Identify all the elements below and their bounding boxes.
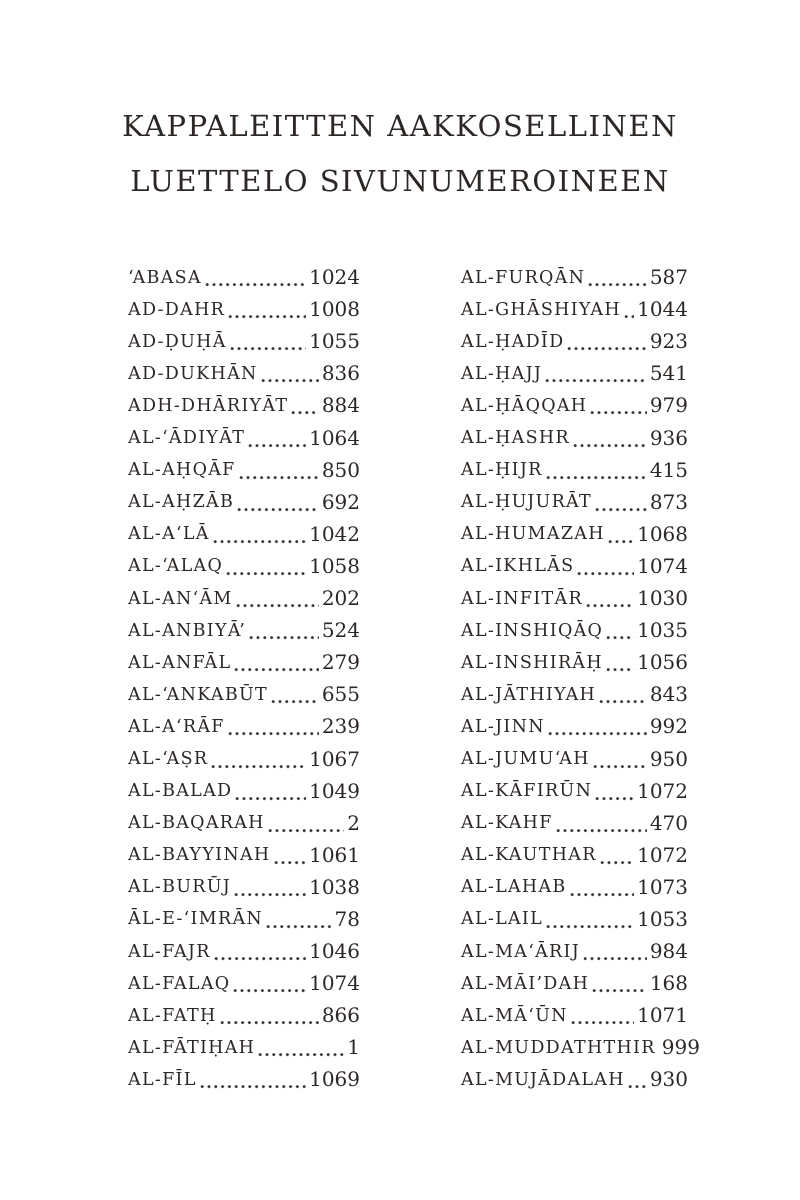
dot-leader bbox=[548, 732, 647, 736]
index-entry-row bbox=[128, 448, 360, 480]
dot-leader bbox=[592, 989, 647, 993]
index-entry-row bbox=[461, 351, 688, 386]
surah-name: AL-ANBIYĀ’ bbox=[128, 620, 247, 641]
dot-leader bbox=[600, 861, 634, 865]
surah-name: AL-INSHIRĀḤ bbox=[461, 652, 603, 673]
page-number: 866 bbox=[321, 1003, 360, 1028]
surah-name: AL-INSHIQĀQ bbox=[461, 620, 604, 641]
dot-leader bbox=[220, 1021, 319, 1025]
index-entry-row bbox=[461, 287, 688, 322]
surah-name: AL-FAJR bbox=[128, 941, 211, 962]
surah-name: AL-MĀ‘ŪN bbox=[461, 1005, 568, 1026]
index-entry-row bbox=[128, 961, 360, 996]
surah-name: AD-DAHR bbox=[128, 299, 226, 320]
dot-leader bbox=[248, 444, 306, 448]
dot-leader bbox=[573, 444, 647, 448]
surah-name: AL-ḤIJR bbox=[461, 460, 543, 481]
dot-leader bbox=[556, 829, 647, 833]
index-entry-row bbox=[128, 993, 360, 1028]
surah-name: ‘ABASA bbox=[128, 267, 202, 288]
page-number: 873 bbox=[649, 489, 688, 514]
index-entry-row bbox=[128, 255, 360, 290]
dot-leader bbox=[213, 540, 306, 544]
dot-leader bbox=[595, 797, 634, 801]
index-entry-row bbox=[128, 833, 360, 865]
page-number: 1067 bbox=[309, 746, 360, 771]
page-number: 1069 bbox=[309, 1067, 360, 1092]
surah-name: AL-ANFĀL bbox=[128, 652, 232, 673]
page-number: 1072 bbox=[637, 842, 688, 867]
dot-leader bbox=[586, 604, 634, 608]
index-entry-row bbox=[461, 383, 688, 418]
dot-leader bbox=[274, 861, 307, 865]
page-number: 78 bbox=[334, 906, 360, 931]
dot-leader bbox=[266, 925, 332, 929]
dot-leader bbox=[249, 636, 319, 640]
index-entry-row bbox=[461, 1057, 688, 1092]
title-line-2: LUETTELO SIVUNUMEROINEEN bbox=[130, 164, 670, 198]
page-number: 1049 bbox=[309, 778, 360, 803]
index-entry-row bbox=[128, 480, 360, 512]
surah-name: AL-GHĀSHIYAH bbox=[461, 299, 621, 320]
dot-leader bbox=[570, 893, 635, 897]
page-number: 843 bbox=[649, 682, 688, 707]
surah-name: AL-MUJĀDALAH bbox=[461, 1069, 625, 1090]
page-number: 1 bbox=[347, 1035, 360, 1060]
surah-name: AL-BAQARAH bbox=[128, 813, 265, 834]
surah-name: AL-JINN bbox=[461, 716, 545, 737]
index-entry-row bbox=[128, 608, 360, 643]
index-entry-row bbox=[128, 672, 360, 707]
surah-name: AL-‘ALAQ bbox=[128, 556, 224, 577]
page-number: 999 bbox=[661, 1035, 700, 1060]
index-entry-row bbox=[128, 929, 360, 964]
dot-leader bbox=[588, 283, 647, 287]
dot-leader bbox=[205, 283, 306, 287]
surah-name: AL-LAIL bbox=[461, 909, 544, 930]
surah-name: AL-A‘LĀ bbox=[128, 524, 210, 545]
page-number: 1074 bbox=[637, 553, 688, 578]
dot-leader bbox=[624, 315, 634, 319]
dot-leader bbox=[271, 700, 319, 704]
page-number: 2 bbox=[347, 810, 360, 835]
surah-name: AL-IKHLĀS bbox=[461, 556, 575, 577]
index-entry-row bbox=[461, 608, 688, 643]
dot-leader bbox=[200, 1085, 306, 1089]
page-number: 979 bbox=[649, 393, 688, 418]
surah-name: AL-BURŪJ bbox=[128, 877, 232, 898]
index-entry-row bbox=[128, 383, 360, 418]
page-number: 1038 bbox=[309, 874, 360, 899]
page-number: 1072 bbox=[637, 778, 688, 803]
surah-name: AL-MĀI’DAH bbox=[461, 973, 590, 994]
surah-name: AL-ḤADĪD bbox=[461, 331, 565, 352]
page-number: 1053 bbox=[637, 906, 688, 931]
page-number: 1008 bbox=[309, 297, 360, 322]
index-entry-row bbox=[128, 351, 360, 386]
surah-name: AL-ḤĀQQAH bbox=[461, 395, 588, 416]
page-number: 470 bbox=[649, 810, 688, 835]
page-number: 992 bbox=[649, 714, 688, 739]
index-entry-row bbox=[128, 736, 360, 771]
index-entry-row bbox=[128, 1057, 360, 1092]
dot-leader bbox=[571, 1021, 634, 1025]
page-number: 1035 bbox=[637, 618, 688, 643]
dot-leader bbox=[233, 989, 306, 993]
surah-name: AL-INFITĀR bbox=[461, 588, 583, 609]
page-number: 1042 bbox=[309, 521, 360, 546]
surah-name: AL-BALAD bbox=[128, 781, 233, 802]
dot-leader bbox=[211, 765, 306, 769]
page-number: 1074 bbox=[309, 971, 360, 996]
dot-leader bbox=[214, 957, 306, 961]
surah-name: AL-ḤASHR bbox=[461, 428, 570, 449]
index-entry-row bbox=[128, 512, 360, 544]
surah-name: AL-ḤUJURĀT bbox=[461, 492, 593, 513]
page-number: 984 bbox=[649, 939, 688, 964]
surah-name: ĀL-E-‘IMRĀN bbox=[128, 909, 264, 930]
page-number: 1071 bbox=[637, 1003, 688, 1028]
index-column-left bbox=[128, 255, 360, 1092]
index-entry-row bbox=[128, 865, 360, 897]
dot-leader bbox=[583, 957, 647, 961]
index-entry-row bbox=[461, 769, 688, 801]
surah-name: AL-MUDDATHTHIR bbox=[461, 1037, 656, 1058]
title-line-1: KAPPALEITTEN AAKKOSELLINEN bbox=[122, 109, 678, 143]
surah-name: AL-FURQĀN bbox=[461, 267, 586, 288]
dot-leader bbox=[606, 668, 634, 672]
surah-name: ADH-DHĀRIYĀT bbox=[128, 395, 289, 416]
page-number: 1068 bbox=[637, 521, 688, 546]
index-entry-row bbox=[461, 255, 688, 290]
surah-name: AL-‘ANKABŪT bbox=[128, 684, 269, 705]
page-number: 936 bbox=[649, 425, 688, 450]
index-entry-row bbox=[461, 929, 688, 964]
index-entry-row bbox=[461, 961, 688, 996]
index-entry-row bbox=[461, 897, 688, 929]
surah-name: AD-DUKHĀN bbox=[128, 363, 258, 384]
dot-leader bbox=[545, 379, 647, 383]
page-number: 950 bbox=[649, 746, 688, 771]
dot-leader bbox=[268, 829, 345, 833]
index-entry-row bbox=[461, 415, 688, 450]
page-number: 1044 bbox=[637, 297, 688, 322]
dot-leader bbox=[236, 604, 319, 608]
index-entry-row bbox=[128, 769, 360, 801]
page-number: 923 bbox=[649, 329, 688, 354]
index-entry-row bbox=[128, 544, 360, 576]
surah-name: AL-MA‘ĀRIJ bbox=[461, 941, 581, 962]
index-entry-row bbox=[461, 672, 688, 707]
page-number: 1055 bbox=[309, 329, 360, 354]
page-number: 1058 bbox=[309, 553, 360, 578]
surah-name: AL-BAYYINAH bbox=[128, 845, 271, 866]
surah-name: AD-ḌUḤĀ bbox=[128, 331, 227, 352]
dot-leader bbox=[593, 765, 647, 769]
index-entry-row bbox=[128, 319, 360, 354]
dot-leader bbox=[595, 508, 647, 512]
dot-leader bbox=[230, 347, 306, 351]
page-number: 692 bbox=[321, 489, 360, 514]
index-column-right bbox=[461, 255, 700, 1092]
index-entry-row bbox=[461, 640, 688, 675]
dot-leader bbox=[606, 636, 634, 640]
dot-leader bbox=[258, 1053, 344, 1057]
surah-name: AL-LAHAB bbox=[461, 877, 567, 898]
page-number: 655 bbox=[321, 682, 360, 707]
page-number: 1024 bbox=[309, 265, 360, 290]
index-entry-row bbox=[461, 833, 688, 865]
surah-name: AL-FATḤ bbox=[128, 1005, 217, 1026]
surah-name: AL-AN‘ĀM bbox=[128, 588, 233, 609]
surah-name: AL-KĀFIRŪN bbox=[461, 781, 593, 802]
surah-name: AL-FĀTIḤAH bbox=[128, 1037, 256, 1058]
surah-name: AL-AḤZĀB bbox=[128, 492, 235, 513]
index-entry-row bbox=[461, 736, 688, 771]
dot-leader bbox=[228, 732, 319, 736]
dot-leader bbox=[577, 572, 634, 576]
index-entry-row bbox=[461, 544, 688, 576]
index-entry-row bbox=[128, 704, 360, 739]
page-number: 587 bbox=[649, 265, 688, 290]
dot-leader bbox=[261, 379, 319, 383]
dot-leader bbox=[546, 476, 647, 480]
surah-name: AL-JUMU‘AH bbox=[461, 749, 590, 769]
page-number: 1064 bbox=[309, 425, 360, 450]
page-number: 415 bbox=[649, 457, 688, 482]
index-entry-row bbox=[128, 287, 360, 322]
surah-name: AL-FĪL bbox=[128, 1069, 197, 1090]
page-number: 524 bbox=[321, 618, 360, 643]
surah-name: AL-KAUTHAR bbox=[461, 845, 597, 866]
index-entry-row bbox=[128, 1025, 360, 1060]
index-entry-row bbox=[461, 319, 688, 354]
index-entry-row bbox=[461, 448, 688, 480]
index-entry-row bbox=[128, 640, 360, 675]
page-number: 1073 bbox=[637, 874, 688, 899]
dot-leader bbox=[628, 1085, 647, 1089]
surah-name: AL-JĀTHIYAH bbox=[461, 684, 597, 705]
page-number: 541 bbox=[649, 361, 688, 386]
index-entry-row bbox=[461, 801, 688, 833]
page-number: 884 bbox=[321, 393, 360, 418]
page-number: 1046 bbox=[309, 939, 360, 964]
surah-name: AL-‘AṢR bbox=[128, 749, 209, 769]
index-entry-row bbox=[461, 480, 688, 512]
page-number: 168 bbox=[649, 971, 688, 996]
surah-name: AL-FALAQ bbox=[128, 973, 231, 994]
index-entry-row bbox=[128, 415, 360, 450]
page-number: 279 bbox=[321, 650, 360, 675]
dot-leader bbox=[567, 347, 646, 351]
surah-name: AL-HUMAZAH bbox=[461, 524, 605, 545]
dot-leader bbox=[239, 476, 319, 480]
surah-name: AL-KAHF bbox=[461, 813, 553, 834]
dot-leader bbox=[291, 411, 318, 415]
surah-name: AL-ḤAJJ bbox=[461, 363, 543, 384]
page-number: 850 bbox=[321, 457, 360, 482]
index-entry-row bbox=[461, 993, 688, 1028]
page-title bbox=[0, 99, 800, 209]
page-number: 836 bbox=[321, 361, 360, 386]
index-entry-row bbox=[128, 897, 360, 929]
page-number: 1030 bbox=[637, 586, 688, 611]
index-entry-row bbox=[128, 576, 360, 611]
dot-leader bbox=[226, 572, 306, 576]
dot-leader bbox=[599, 700, 647, 704]
page-number: 202 bbox=[321, 586, 360, 611]
dot-leader bbox=[234, 668, 318, 672]
index-entry-row bbox=[461, 1025, 700, 1060]
index-entry-row bbox=[461, 576, 688, 611]
surah-name: AL-AḤQĀF bbox=[128, 460, 236, 481]
page-number: 239 bbox=[321, 714, 360, 739]
index-entry-row bbox=[461, 865, 688, 897]
index-entry-row bbox=[461, 704, 688, 739]
page-number: 1056 bbox=[637, 650, 688, 675]
dot-leader bbox=[608, 540, 634, 544]
dot-leader bbox=[235, 797, 306, 801]
page-number: 930 bbox=[649, 1067, 688, 1092]
dot-leader bbox=[546, 925, 634, 929]
index-entry-row bbox=[461, 512, 688, 544]
dot-leader bbox=[237, 508, 319, 512]
surah-name: AL-‘ĀDIYĀT bbox=[128, 428, 246, 449]
page-number: 1061 bbox=[309, 842, 360, 867]
index-entry-row bbox=[128, 801, 360, 833]
dot-leader bbox=[234, 893, 306, 897]
dot-leader bbox=[590, 411, 646, 415]
dot-leader bbox=[228, 315, 306, 319]
surah-name: AL-A‘RĀF bbox=[128, 716, 225, 737]
